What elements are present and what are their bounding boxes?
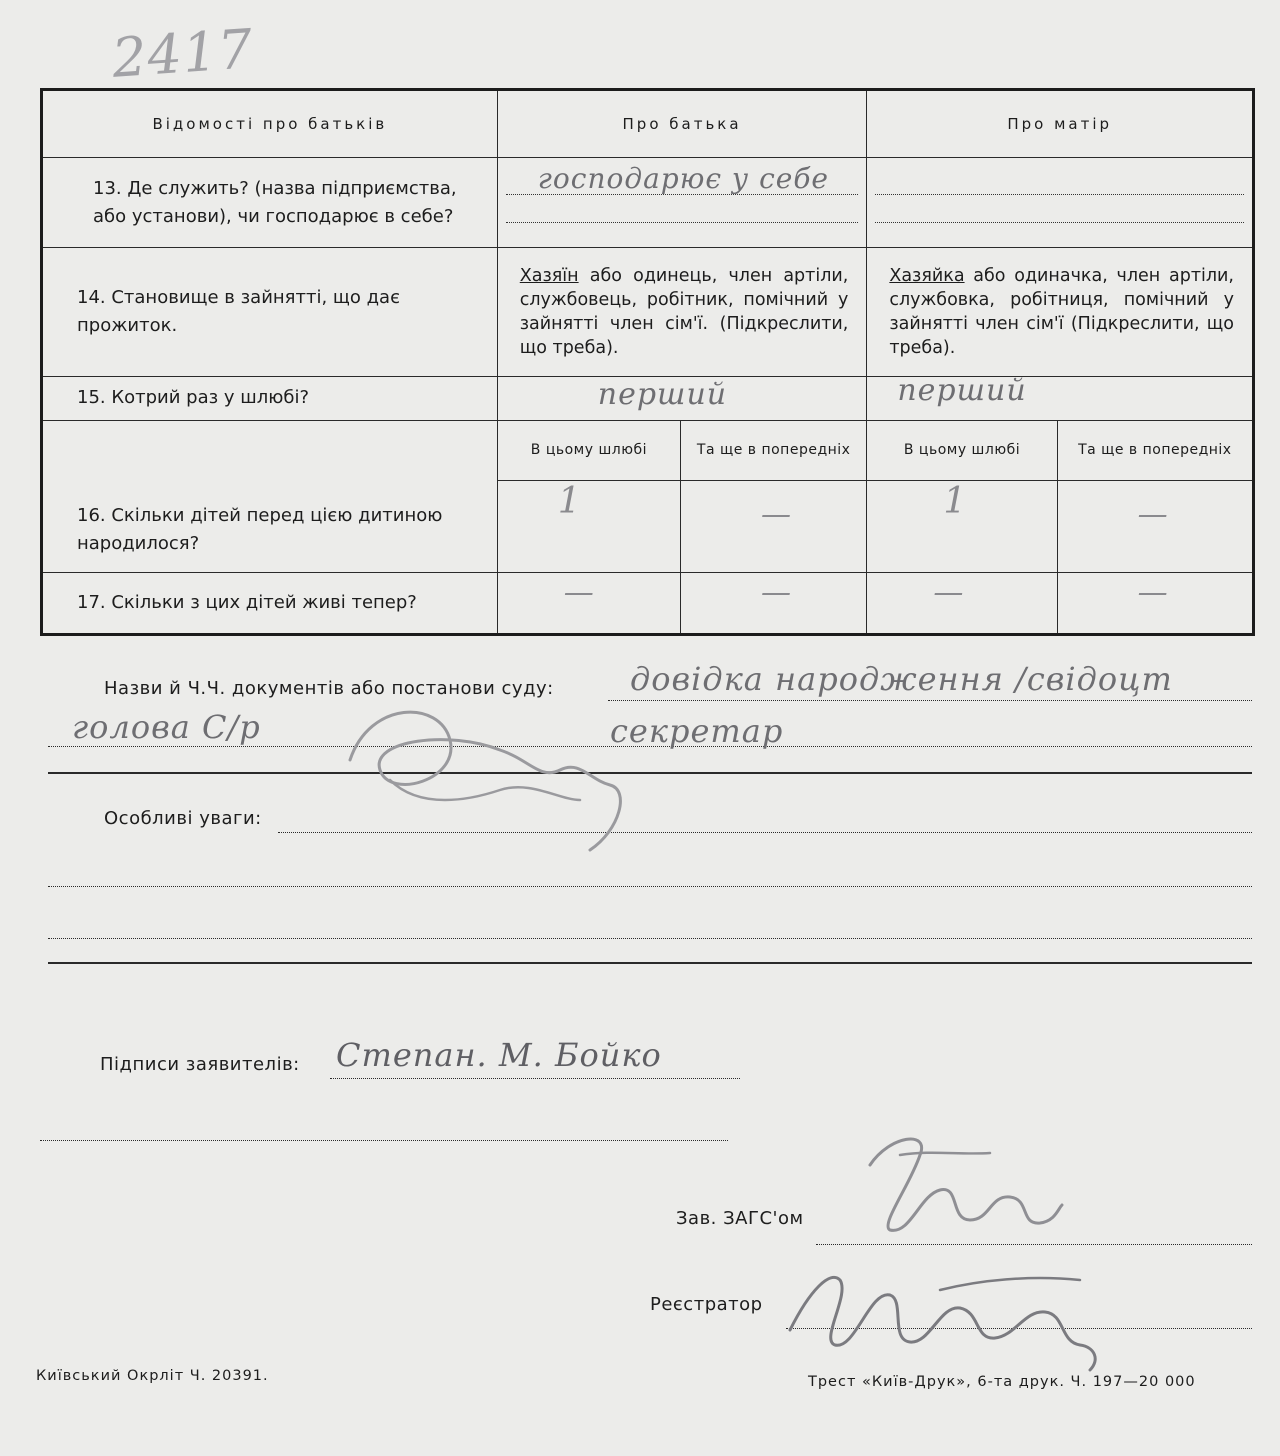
documents-line-1 [608, 700, 1252, 701]
q16-mother-this-value: 1 [943, 480, 968, 522]
dotted-line [875, 194, 1244, 195]
q17-mother-this-value: — [933, 574, 965, 610]
remarks-line-3 [48, 938, 1252, 939]
row-q13 [42, 158, 1254, 248]
head-of-registry-line [816, 1244, 1252, 1245]
q14-mother-selected-option: Хазяйка [889, 265, 965, 286]
q15-mother-answer: перший [897, 372, 1027, 408]
q17-mother-prev-value: — [1137, 574, 1169, 610]
q16-question: 16. Скільки дітей перед цією дитиною народилося? [42, 420, 498, 572]
q16-father-this-cell [497, 480, 680, 572]
q14-question: 14. Становище в зайнятті, що дає прожиток. [42, 248, 498, 376]
q13-mother-cell [867, 158, 1254, 248]
registrar-signature [780, 1250, 1110, 1380]
remarks-label: Особливі уваги: [104, 808, 262, 829]
header-father: Про батька [497, 90, 867, 158]
documents-line-3 [48, 772, 1252, 774]
header-mother: Про матір [867, 90, 1254, 158]
q15-mother-cell [867, 372, 1254, 420]
dotted-line [506, 222, 859, 223]
q17-mother-prev-cell [1057, 572, 1253, 634]
registrar-label: Реєстратор [650, 1294, 763, 1315]
q15-question: 15. Котрий раз у шлюбі? [42, 376, 498, 420]
row-q15 [42, 376, 1254, 420]
q15-father-cell [497, 376, 867, 420]
q17-father-prev-value: — [761, 574, 793, 610]
q16-sub-father-prev: Та ще в попередніх [681, 420, 867, 480]
dotted-line [875, 222, 1244, 223]
q17-father-this-value: — [563, 574, 595, 610]
documents-handwritten-chair: голова С/р [72, 708, 261, 746]
q16-mother-prev-cell [1057, 480, 1253, 572]
q13-question: 13. Де служить? (назва підприємства, або установи), чи господарює в себе? [42, 158, 498, 248]
head-of-registry-signature [840, 1125, 1070, 1245]
table-header-row [42, 90, 1254, 158]
parents-info-table [40, 88, 1255, 636]
applicants-signature-handwritten: Степан. М. Бойко [336, 1036, 662, 1074]
q16-sub-father-this: В цьому шлюбі [497, 420, 680, 480]
q15-father-answer: перший [597, 376, 728, 412]
q14-father-options-text: або одинець, член артіли, службовець, робітник, помічний у зайнятті член сім'ї. (Підкреслити, що треба). [519, 265, 849, 358]
q16-mother-this-cell [867, 480, 1057, 572]
q14-father-options [497, 248, 867, 376]
q17-mother-this-cell [867, 572, 1057, 634]
row-q17 [42, 572, 1254, 634]
q14-father-selected-option: Хазяїн [519, 265, 579, 286]
q16-father-prev-value: — [761, 496, 793, 532]
q16-father-this-value: 1 [557, 480, 582, 522]
q16-sub-mother-prev: Та ще в попередніх [1057, 420, 1253, 480]
q17-father-prev-cell [681, 572, 867, 634]
registrar-line [786, 1328, 1252, 1329]
documents-handwritten-1: довідка народження /свідоцт [630, 660, 1173, 698]
q13-father-answer: господарює у себе [537, 162, 829, 196]
q16-mother-prev-value: — [1137, 496, 1169, 532]
applicants-second-line [40, 1140, 728, 1141]
q16-sub-mother-this: В цьому шлюбі [867, 420, 1057, 480]
footer-left-imprint: Київський Окрліт Ч. 20391. [36, 1368, 269, 1384]
documents-label: Назви й Ч.Ч. документів або постанови суду: [104, 678, 554, 699]
q14-mother-options [867, 248, 1254, 376]
handwritten-doc-number: 2417 [109, 17, 256, 90]
applicants-signature-label: Підписи заявителів: [100, 1054, 300, 1075]
q17-question: 17. Скільки з цих дітей живі тепер? [42, 572, 498, 634]
footer-right-imprint: Трест «Київ-Друк», 6-та друк. Ч. 197—20 000 [808, 1374, 1196, 1390]
q17-father-this-cell [497, 572, 680, 634]
q16-father-prev-cell [681, 480, 867, 572]
remarks-line-1 [278, 832, 1252, 833]
documents-handwritten-secretary: секретар [610, 712, 784, 750]
remarks-line-2 [48, 886, 1252, 887]
header-parents-info: Відомості про батьків [42, 90, 498, 158]
q13-father-cell [497, 158, 867, 248]
q14-mother-options-text: або одиначка, член артіли, службовка, робітниця, помічний у зайнятті член сім'ї (Підкреслити, що треба). [889, 265, 1234, 358]
head-of-registry-label: Зав. ЗАГС'ом [676, 1208, 804, 1229]
remarks-line-4 [48, 962, 1252, 964]
row-q14 [42, 248, 1254, 376]
row-q16-subheader [42, 420, 1254, 480]
applicants-signature-line [330, 1078, 740, 1079]
